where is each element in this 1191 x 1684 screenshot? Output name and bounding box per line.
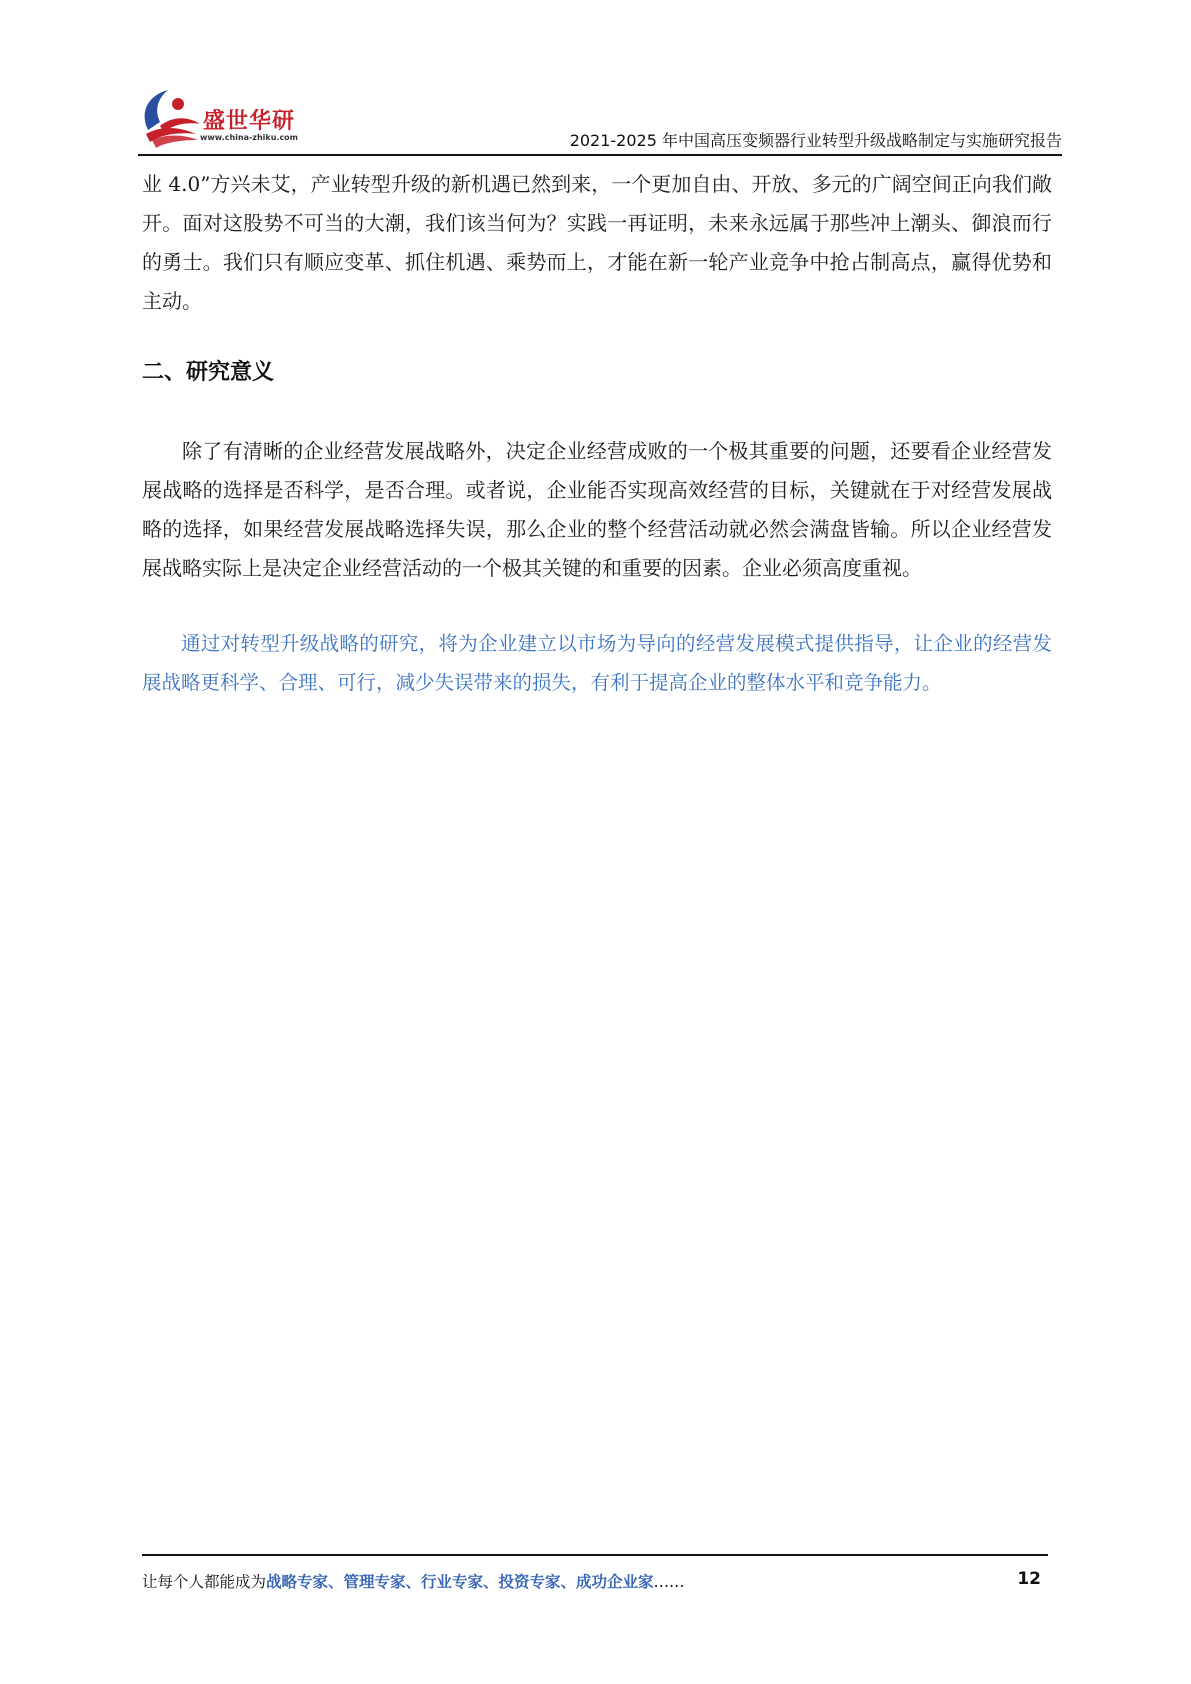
footer-slogan bbox=[142, 1570, 685, 1592]
logo-name: 盛世华研 bbox=[203, 109, 296, 134]
page-header bbox=[0, 0, 1191, 160]
footer-emphasis: 战略专家、管理专家、行业专家、投资专家、成功企业家 bbox=[266, 1572, 654, 1591]
footer-suffix: …… bbox=[653, 1573, 685, 1591]
logo-url: www.china-zhiku.com bbox=[200, 133, 299, 142]
company-logo bbox=[138, 82, 318, 152]
footer-prefix: 让每个人都能成为 bbox=[142, 1573, 267, 1591]
header-divider bbox=[138, 154, 1062, 156]
report-title: 2021-2025 年中国高压变频器行业转型升级战略制定与实施研究报告 bbox=[569, 131, 1062, 150]
paragraph-3-highlight: 通过对转型升级战略的研究，将为企业建立以市场为导向的经营发展模式提供指导，让企业的经营发展战略更科学、合理、可行，减少失误带来的损失，有利于提高企业的整体水平和竞争能力。 bbox=[142, 632, 1052, 694]
footer-divider bbox=[142, 1554, 1048, 1556]
logo-emblem-icon bbox=[138, 82, 208, 152]
paragraph-1: 业 4.0”方兴未艾，产业转型升级的新机遇已然到来，一个更加自由、开放、多元的广阔空间正向我们敞开。面对这股势不可当的大潮，我们该当何为？实践一再证明，未来永远属于那些冲上潮头、御浪而行的勇士。我们只有顺应变革、抓住机遇、乘势而上，才能在新一轮产业竞争中抢占制高点，赢得优势和主动。 bbox=[142, 172, 1052, 313]
paragraph-2: 除了有清晰的企业经营发展战略外，决定企业经营成败的一个极其重要的问题，还要看企业经营发展战略的选择是否科学，是否合理。或者说，企业能否实现高效经营的目标，关键就在于对经营发展战略的选择，如果经营发展战略选择失误，那么企业的整个经营活动就必然会满盘皆输。所以企业经营发展战略实际上是决定企业经营活动的一个极其关键的和重要的因素。企业必须高度重视。 bbox=[142, 439, 1052, 580]
page-number: 12 bbox=[1017, 1569, 1041, 1589]
section-heading: 二、研究意义 bbox=[142, 360, 275, 385]
page-content bbox=[142, 165, 1052, 702]
